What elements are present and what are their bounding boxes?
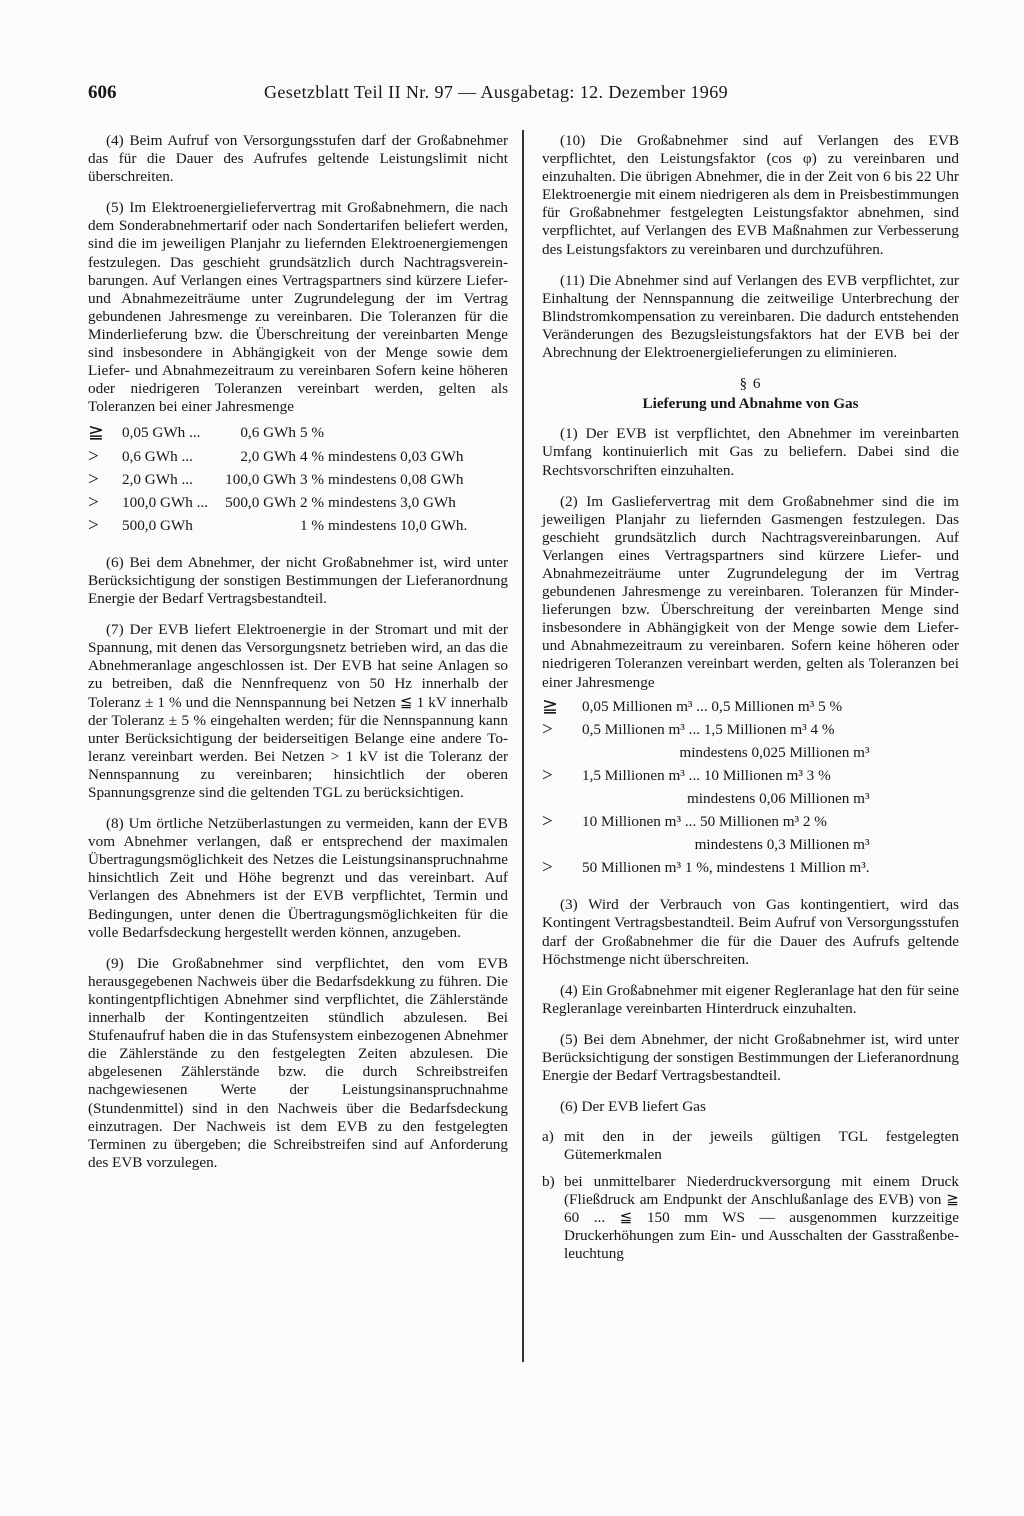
comparison-symbol: ≧ xyxy=(88,422,104,444)
tier-minimum: mindestens 0,08 GWh xyxy=(328,470,464,488)
comparison-symbol: > xyxy=(88,468,99,490)
tier-range: 1,5 Millionen m³ ... 10 Millionen m³ 3 % xyxy=(582,766,831,784)
tolerance-row xyxy=(88,471,471,494)
paragraph-7: (7) Der EVB liefert Elektroenergie in der Stromart und mit der Spannung, mit denen das Versorgungsnetz betrieben wird, an das die Abnehmeranlage angeschlossen ist. Der EVB hat seine Anlagen so zu betreiben, daß die Nennfrequenz von 50 Hz innerhalb der Toleranz ± 1 % und die Nennspannung bei Netzen ≦ 1 kV innerhalb der Toleranz ± 5 % eingehalten werden; für die Nennspannung kann unter Berücksichtigung der beiderseitigen Belange eine andere Toleranz vereinbart werden. Bei Netzen > 1 kV ist die Toleranz der Nennspannung zu vereinbaren; hinsichtlich der oberen Spannungsgrenze sind die geltenden TGL zu berücksichtigen. xyxy=(88,621,508,801)
tolerance-row xyxy=(88,517,471,540)
running-head: Gesetzblatt Teil II Nr. 97 — Ausgabetag: 12. Dezember 1969 xyxy=(264,82,728,102)
page-header xyxy=(88,82,954,110)
paragraph-5: (5) Im Elektroenergieliefervertrag mit Großabnehmern, die nach dem Sonderabnehmertarif oder nach Sondertarifen beliefert werden, sind die im jeweiligen Planjahr zu liefernden Elektroenergiemengen festzulegen. Das geschieht grundsätzlich durch Nachtragsvereinbarungen. Auf Verlangen eines Vertragspartners sind kürzere Liefer- und Abnahmezeiträume unter Zugrundelegung der im Vertrag gebundenen Jahresmenge zu vereinbaren. Die Toleranzen für die Minderlieferung bzw. die Überschreitung der vereinbarten Menge sind insbesondere in Abhängigkeit von der Menge sowie dem Liefer- und Abnahmezeitraum zu vereinbaren Sofern keine höheren oder niedrigeren Toleranzen vereinbart werden, gelten als Toleranzen bei einer Jahresmenge xyxy=(88,199,508,416)
tier-range: 10 Millionen m³ ... 50 Millionen m³ 2 % xyxy=(582,813,827,831)
paragraph-11: (11) Die Abnehmer sind auf Verlangen des EVB verpflichtet, zur Einhaltung der Nennspannung die zeitweilige Unterbrechung der Blindstromkompensation zu vereinbaren. Die dadurch entstehenden Veränderungen des Bezugsleistungsfaktors hat der EVB bei der Abrechnung der Elektroenergielieferungen zu eliminieren. xyxy=(542,271,959,362)
tolerance-row xyxy=(88,448,471,471)
list-item xyxy=(542,1173,959,1263)
paragraph-6: (6) Bei dem Abnehmer, der nicht Großabnehmer ist, wird unter Berücksichtigung der sonstigen Bestimmungen der Lieferanordnung Energie der Bedarf Vertragsbestandteil. xyxy=(88,553,508,608)
tier-minimum: mindestens 0,025 Millionen m³ xyxy=(679,743,870,761)
tolerance-row xyxy=(542,859,874,882)
tolerance-row xyxy=(542,813,874,836)
list-item-text: mit den in der jeweils gültigen TGL festgelegten Gütemerkmalen xyxy=(564,1128,959,1164)
paragraph-10: (10) Die Großabnehmer sind auf Verlangen des EVB verpflichtet, den Leistungsfaktor (cos φ) zu vereinbaren und einzuhalten. Die übrigen Abnehmer, die in der Zeit von 6 bis 22 Uhr Elektroenergie mit einem niedrigeren als dem in Preisbestimmungen für Großabnehmer festgelegten Leistungsfaktor abnehmen, sind verpflichtet, auf Verlangen des EVB Maßnahmen zur Verbesserung des Leistungsfaktors zu vereinbaren und durchzuführen. xyxy=(542,132,959,258)
gas-paragraph-1: (1) Der EVB ist verpflichtet, den Abnehmer im vereinbarten Umfang kontinuierlich mit Gas zu beliefern. Dabei sind die Rechtsvorschriften einzuhalten. xyxy=(542,425,959,479)
comparison-symbol: > xyxy=(88,445,99,467)
comparison-symbol: > xyxy=(88,491,99,513)
comparison-symbol: > xyxy=(542,718,553,740)
tier-range: 50 Millionen m³ 1 %, mindestens 1 Million m³. xyxy=(582,859,870,877)
section-number: § 6 xyxy=(739,375,762,393)
page-number: 606 xyxy=(88,82,117,103)
tier-percent: 4 % xyxy=(300,447,325,465)
tier-range: 0,5 Millionen m³ ... 1,5 Millionen m³ 4 % xyxy=(582,720,835,738)
tier-to: 500,0 GWh xyxy=(225,493,296,511)
tier-percent: 1 % xyxy=(300,516,325,534)
paragraph-4: (4) Beim Aufruf von Versorgungsstufen darf der Großabnehmer das für die Dauer des Aufrufes geltende Leistungslimit nicht überschreiten. xyxy=(88,132,508,186)
list-item xyxy=(542,1128,959,1164)
right-column xyxy=(542,132,959,1271)
list-marker: a) xyxy=(542,1128,554,1146)
tier-minimum: mindestens 3,0 GWh xyxy=(328,493,456,511)
comparison-symbol: > xyxy=(542,857,553,879)
tolerance-minimum-row xyxy=(542,744,874,767)
tolerance-row xyxy=(542,767,874,790)
gas-paragraph-5: (5) Bei dem Abnehmer, der nicht Großabnehmer ist, wird unter Berücksichtigung der sonstigen Bestimmungen der Lieferanordnung Energie der Bedarf Vertragsbestandteil. xyxy=(542,1030,959,1085)
list-item-text: bei unmittelbarer Niederdruckversorgung mit einem Druck (Fließdruck am Endpunkt der Anschlußanlage des EVB) von ≧ 60 ... ≦ 150 mm WS — ausgenommen kurzzeitige Druckerhöhungen zum Ein- und Ausschalten der Gasstraßenbeleuchtung xyxy=(564,1172,959,1262)
list-marker: b) xyxy=(542,1172,555,1190)
column-divider xyxy=(522,130,524,1362)
tolerance-minimum-row xyxy=(542,790,874,813)
gas-tolerance-table xyxy=(542,695,874,883)
electricity-tolerance-table xyxy=(88,424,471,539)
tier-minimum: mindestens 0,06 Millionen m³ xyxy=(686,790,870,807)
tier-from: 0,6 GWh ... xyxy=(122,447,193,465)
tier-minimum: mindestens 10,0 GWh. xyxy=(328,516,468,534)
tier-to xyxy=(218,517,300,540)
tier-to: 0,6 GWh xyxy=(240,424,296,442)
tier-percent: 5 % xyxy=(300,424,325,442)
tolerance-row xyxy=(88,494,471,517)
section-heading: Lieferung und Abnahme von Gas xyxy=(642,395,859,413)
tier-from: 100,0 GWh ... xyxy=(122,493,209,511)
left-column xyxy=(88,132,508,1185)
comparison-symbol: > xyxy=(542,764,553,786)
tolerance-minimum-row xyxy=(542,836,874,859)
paragraph-8: (8) Um örtliche Netzüberlastungen zu vermeiden, kann der EVB vom Abnehmer verlangen, daß er entsprechend der maximalen Übertragungsmöglichkeit des Netzes die Leistungsinanspruchnahme hinsichtlich Zeit und Höhe begrenzt und das vereinbart. Auf Verlangen des Abnehmers ist der EVB verpflichtet, Termin und Bedingungen, unter denen die Übertragungsmöglichkeiten für die volle Bedarfsdeckung hergestellt werden können, anzugeben. xyxy=(88,815,508,941)
gas-paragraph-6: (6) Der EVB liefert Gas xyxy=(560,1098,706,1116)
tier-minimum: mindestens 0,03 GWh xyxy=(328,447,464,465)
gas-paragraph-3: (3) Wird der Verbrauch von Gas kontingentiert, wird das Kontingent Vertragsbestandteil. Beim Aufruf von Versorgungsstufen darf der Großabnehmer die für die Dauer des Aufrufs geltende Höchstmenge nicht überschreiten. xyxy=(542,896,959,968)
tier-from: 0,05 GWh ... xyxy=(122,424,201,442)
tier-minimum: mindestens 0,3 Millionen m³ xyxy=(694,836,870,854)
tolerance-row xyxy=(542,721,874,744)
tier-from: 500,0 GWh xyxy=(122,516,193,534)
comparison-symbol: > xyxy=(542,811,553,833)
tolerance-row xyxy=(542,698,874,721)
tolerance-row xyxy=(88,424,471,447)
gas-delivery-list xyxy=(542,1128,959,1263)
comparison-symbol: ≧ xyxy=(542,695,558,717)
tier-from: 2,0 GWh ... xyxy=(122,470,193,488)
gas-paragraph-4: (4) Ein Großabnehmer mit eigener Regleranlage hat den für seine Regleranlage vereinbarten Hinterdruck einzuhalten. xyxy=(542,981,959,1017)
tier-percent: 3 % xyxy=(300,470,325,488)
tier-to: 2,0 GWh xyxy=(240,447,296,465)
comparison-symbol: > xyxy=(88,514,99,536)
tier-percent: 2 % xyxy=(300,493,325,511)
paragraph-9: (9) Die Großabnehmer sind verpflichtet, den vom EVB herausgegebenen Nachweis über die Bedarfsdekkung zu führen. Die kontingentpflichtigen Abnehmer sind verpflichtet, die Zählerstände innerhalb der Kontingentzeiten stündlich abzulesen. Bei Stufenaufruf haben die in das Stufensystem einbezogenen Abnehmer die Zählerstände zu den festgelegten Zeiten abzulesen. Die abgelesenen Zählerstände bzw. die durch Schreibstreifen nachgewiesenen Werte der Leistungsinanspruchnahme (Stundenmittel) sind in den Nachweis über die Bedarfsdeckung einzutragen. Der Nachweis ist dem EVB zu den festgelegten Terminen zu übergeben; die Schreibstreifen sind auf Anforderung des EVB vorzulegen. xyxy=(88,954,508,1171)
tier-minimum xyxy=(328,424,471,447)
gas-paragraph-2: (2) Im Gasliefervertrag mit dem Großabnehmer sind die im jeweiligen Planjahr zu liefernden Gasmengen festzulegen. Das geschieht grundsätzlich durch Nachtragsvereinbarungen. Auf Verlangen eines Vertragspartners sind kürzere Liefer- und Abnahmezeiträume unter Zugrundelegung der im Vertrag gebundenen Jahresmenge zu vereinbaren. Toleranzen für Minderlieferungen bzw. Überschreitung der vereinbarten Menge sind insbesondere in Abhängigkeit von der Menge sowie dem Liefer- und Abnahmezeitraum zu vereinbaren. Sofern keine höheren oder niedrigeren Toleranzen vereinbart werden, gelten als Toleranzen bei einer Jahresmenge xyxy=(542,492,959,691)
tier-range: 0,05 Millionen m³ ... 0,5 Millionen m³ 5 % xyxy=(582,697,843,715)
tier-to: 100,0 GWh xyxy=(225,470,296,488)
